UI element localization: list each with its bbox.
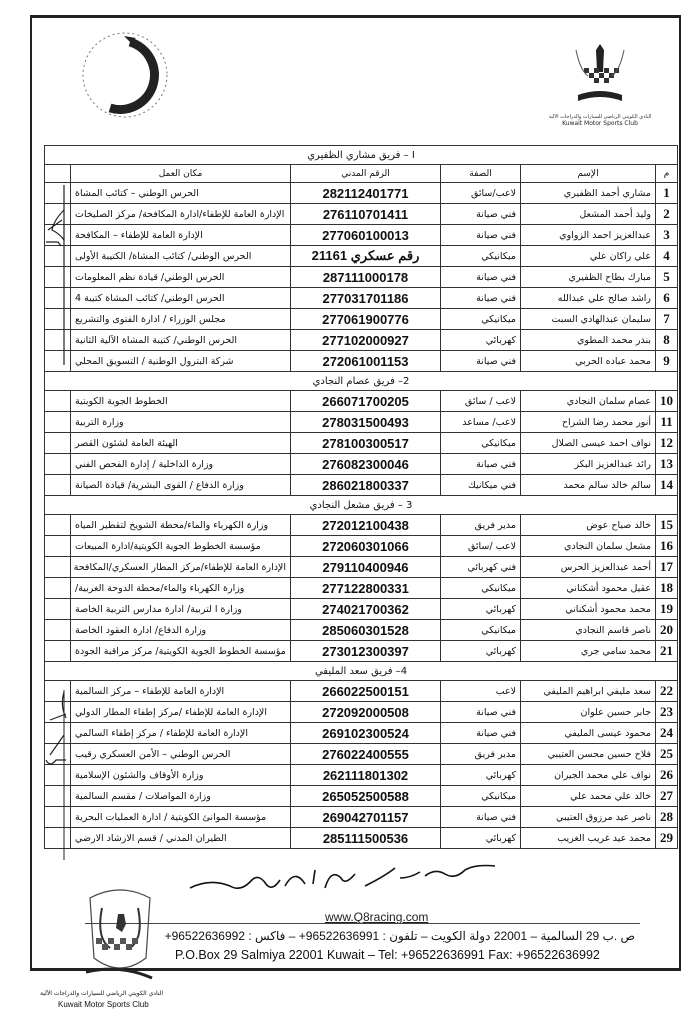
row-number: 15 xyxy=(656,515,678,536)
member-role: فني صيانة xyxy=(441,454,521,475)
team-title: 4– فريق سعد المليفي xyxy=(45,662,678,681)
member-name: أحمد عبدالعزيز الحرس xyxy=(521,557,656,578)
member-role: لاعب/ مساعد xyxy=(441,412,521,433)
workplace: شركة البترول الوطنية / التسويق المحلي xyxy=(71,351,291,372)
team-title: 3 – فريق مشعل النجادي xyxy=(45,496,678,515)
civil-id: رقم عسكري 21161 xyxy=(291,246,441,267)
table-row xyxy=(45,204,678,225)
member-role: ميكانيكي xyxy=(441,433,521,454)
team-members-table xyxy=(44,145,678,849)
row-number: 3 xyxy=(656,225,678,246)
workplace: مؤسسة الخطوط الجوية الكويتية/ادارة المبيعات xyxy=(71,536,291,557)
team-header-row xyxy=(45,146,678,165)
member-role: كهربائي xyxy=(441,828,521,849)
member-name: محمود عيسى المليفي xyxy=(521,723,656,744)
table-row xyxy=(45,288,678,309)
row-number: 27 xyxy=(656,786,678,807)
table-row xyxy=(45,620,678,641)
table-row xyxy=(45,723,678,744)
workplace: وزارة الدفاع/ ادارة العقود الخاصة xyxy=(71,620,291,641)
handwritten-margin-marks xyxy=(44,180,72,860)
workplace: الطيران المدني / قسم الارشاد الارضي xyxy=(71,828,291,849)
member-role: ميكانيكي xyxy=(441,786,521,807)
civil-id: 266071700205 xyxy=(291,391,441,412)
civil-id: 272061001153 xyxy=(291,351,441,372)
member-role: كهربائي xyxy=(441,765,521,786)
member-role: كهربائي xyxy=(441,641,521,662)
member-name: راشد صالح علي عبدالله xyxy=(521,288,656,309)
member-role: فني صيانة xyxy=(441,225,521,246)
member-role: مدير فريق xyxy=(441,744,521,765)
workplace: مجلس الوزراء / ادارة الفتوى والتشريع xyxy=(71,309,291,330)
member-name: أنور محمد رضا الشراح xyxy=(521,412,656,433)
member-name: بندر محمد المطوي xyxy=(521,330,656,351)
row-number: 11 xyxy=(656,412,678,433)
row-number: 25 xyxy=(656,744,678,765)
workplace: مؤسسة الموانئ الكويتية / ادارة العمليات البحرية xyxy=(71,807,291,828)
table-row xyxy=(45,330,678,351)
workplace: الحرس الوطني/ كتيبة المشاة الآلية الثانية xyxy=(71,330,291,351)
member-name: سعد مليفي ابراهيم المليفي xyxy=(521,681,656,702)
member-name: ناصر عيد مرزوق العتيبي xyxy=(521,807,656,828)
member-name: علي راكان علي xyxy=(521,246,656,267)
row-number: 19 xyxy=(656,599,678,620)
workplace: الإدارة العامة للإطفاء /مركز إطفاء المطار الدولي xyxy=(71,702,291,723)
address-arabic: ص .ب 29 السالمية – 22001 دولة الكويت – تلفون : 96522636991+ – فاكس : 96522636992+ xyxy=(164,929,635,943)
civil-id: 277060100013 xyxy=(291,225,441,246)
logo-caption-english: Kuwait Motor Sports Club xyxy=(562,120,638,127)
table-row xyxy=(45,641,678,662)
workplace: وزارة الكهرباء والماء/محطة الدوحة الغربية/ xyxy=(71,578,291,599)
member-name: وليد أحمد المشعل xyxy=(521,204,656,225)
member-role: لاعب /سائق xyxy=(441,536,521,557)
member-name: سليمان عبدالهادي السبت xyxy=(521,309,656,330)
table-row xyxy=(45,309,678,330)
member-name: جابر حسين علوان xyxy=(521,702,656,723)
column-header-num: م xyxy=(656,165,678,183)
table-row xyxy=(45,786,678,807)
workplace: الحرس الوطني/ كتائب المشاة كتيبة 4 xyxy=(71,288,291,309)
table-row xyxy=(45,433,678,454)
row-number: 5 xyxy=(656,267,678,288)
row-number: 9 xyxy=(656,351,678,372)
column-header-work: مكان العمل xyxy=(71,165,291,183)
workplace: مؤسسة الخطوط الجوية الكويتية/ مركز مراقبة الجودة xyxy=(71,641,291,662)
column-header-name: الإسم xyxy=(521,165,656,183)
table-row xyxy=(45,536,678,557)
logo-caption-arabic: النادي الكويتي الرياضي للسيارات والدراجات الآلية xyxy=(548,114,652,120)
row-number: 13 xyxy=(656,454,678,475)
civil-id: 277122800331 xyxy=(291,578,441,599)
member-role: فني صيانة xyxy=(441,204,521,225)
kmsc-crest-logo xyxy=(80,888,160,988)
member-role: مدير فريق xyxy=(441,515,521,536)
row-number: 26 xyxy=(656,765,678,786)
member-name: محمد محمود أشكناني xyxy=(521,599,656,620)
row-number: 17 xyxy=(656,557,678,578)
row-number: 21 xyxy=(656,641,678,662)
column-header-civil-id: الرقم المدني xyxy=(291,165,441,183)
workplace: الإدارة العامة للإطفاء/ادارة المكافحة/ مركز الصليخات xyxy=(71,204,291,225)
table-row xyxy=(45,681,678,702)
table-row xyxy=(45,475,678,496)
civil-id: 279110400946 xyxy=(291,557,441,578)
workplace: الحرس الوطني – الأمن العسكري رقيب xyxy=(71,744,291,765)
row-number: 1 xyxy=(656,183,678,204)
row-number: 20 xyxy=(656,620,678,641)
member-role: ميكانيكي xyxy=(441,309,521,330)
table-row xyxy=(45,225,678,246)
civil-id: 277031701186 xyxy=(291,288,441,309)
civil-id: 286021800337 xyxy=(291,475,441,496)
member-name: رائد عبدالعزيز البكر xyxy=(521,454,656,475)
team-title: 2– فريق عصام النجادي xyxy=(45,372,678,391)
member-role: فني صيانة xyxy=(441,807,521,828)
crest-caption-english: Kuwait Motor Sports Club xyxy=(58,1000,149,1009)
row-number: 23 xyxy=(656,702,678,723)
table-row xyxy=(45,557,678,578)
civil-id: 276110701411 xyxy=(291,204,441,225)
table-row xyxy=(45,744,678,765)
workplace: الحرس الوطني/ قيادة نظم المعلومات xyxy=(71,267,291,288)
row-number: 28 xyxy=(656,807,678,828)
member-name: محمد عيد غريب الغريب xyxy=(521,828,656,849)
table-row xyxy=(45,412,678,433)
member-role: ميكانيكي xyxy=(441,578,521,599)
workplace: الحرس الوطني – كتائب المشاة xyxy=(71,183,291,204)
member-role: لاعب xyxy=(441,681,521,702)
website-url[interactable]: www.Q8racing.com xyxy=(325,910,429,924)
table-row xyxy=(45,702,678,723)
member-role: فني صيانة xyxy=(441,351,521,372)
civil-id: 285060301528 xyxy=(291,620,441,641)
member-role: فني صيانة xyxy=(441,723,521,744)
member-role: ميكانيكي xyxy=(441,246,521,267)
table-row xyxy=(45,246,678,267)
column-header-role: الصفة xyxy=(441,165,521,183)
member-role: فني صيانة xyxy=(441,288,521,309)
table-row xyxy=(45,599,678,620)
team-header-row xyxy=(45,496,678,515)
civil-id: 266022500151 xyxy=(291,681,441,702)
workplace: وزارة التربية xyxy=(71,412,291,433)
row-number: 24 xyxy=(656,723,678,744)
member-role: لاعب / سائق xyxy=(441,391,521,412)
commemorative-seal-logo xyxy=(70,20,180,130)
member-role: ميكانيكي xyxy=(441,620,521,641)
row-number: 12 xyxy=(656,433,678,454)
member-role: فني ميكانيك xyxy=(441,475,521,496)
workplace: وزارة ا لتربية/ ادارة مدارس التربية الخاصة xyxy=(71,599,291,620)
member-name: عصام سلمان النجادي xyxy=(521,391,656,412)
workplace: الإدارة العامة للإطفاء/مركز المطار العسكري/المكافحة xyxy=(71,557,291,578)
table-row xyxy=(45,267,678,288)
address-english: P.O.Box 29 Salmiya 22001 Kuwait – Tel: +96522636991 Fax: +96522636992 xyxy=(175,948,600,962)
table-row xyxy=(45,515,678,536)
member-name: نواف علي محمد الجيران xyxy=(521,765,656,786)
workplace: الإدارة العامة للإطفاء – مركز السالمية xyxy=(71,681,291,702)
falcon-checkered-flag-icon xyxy=(570,40,630,110)
table-row xyxy=(45,391,678,412)
member-name: عبدالعزيز احمد الزواوي xyxy=(521,225,656,246)
row-number: 29 xyxy=(656,828,678,849)
civil-id: 278100300517 xyxy=(291,433,441,454)
team-header-row xyxy=(45,372,678,391)
table-row xyxy=(45,765,678,786)
member-name: محمد عباده الحربي xyxy=(521,351,656,372)
member-name: سالم خالد سالم محمد xyxy=(521,475,656,496)
table-row xyxy=(45,351,678,372)
row-number: 4 xyxy=(656,246,678,267)
table-row xyxy=(45,578,678,599)
civil-id: 282112401771 xyxy=(291,183,441,204)
workplace: الإدارة العامة للإطفاء – المكافحة xyxy=(71,225,291,246)
workplace: الإدارة العامة للإطفاء / مركز إطفاء السالمي xyxy=(71,723,291,744)
row-number: 8 xyxy=(656,330,678,351)
workplace: وزارة المواصلات / مقسم السالمية xyxy=(71,786,291,807)
footer-divider xyxy=(85,923,640,924)
civil-id: 287111000178 xyxy=(291,267,441,288)
member-role: فني صيانة xyxy=(441,267,521,288)
member-name: خالد صباح عوض xyxy=(521,515,656,536)
member-name: ناصر قاسم النجادي xyxy=(521,620,656,641)
civil-id: 269102300524 xyxy=(291,723,441,744)
row-number: 18 xyxy=(656,578,678,599)
member-name: فلاح حسين محسن العتيبي xyxy=(521,744,656,765)
civil-id: 269042701157 xyxy=(291,807,441,828)
workplace: الحرس الوطني/ كتائب المشاة/ الكتيبة الأولى xyxy=(71,246,291,267)
member-role: لاعب/سائق xyxy=(441,183,521,204)
civil-id: 285111500536 xyxy=(291,828,441,849)
team-title: I – فريق مشاري الظفيري xyxy=(45,146,678,165)
member-name: خالد علي محمد علي xyxy=(521,786,656,807)
column-header-row xyxy=(45,165,678,183)
table-row xyxy=(45,454,678,475)
workplace: الخطوط الجوية الكويتية xyxy=(71,391,291,412)
row-number: 2 xyxy=(656,204,678,225)
civil-id: 273012300397 xyxy=(291,641,441,662)
workplace: وزارة الداخلية / إدارة الفحص الفني xyxy=(71,454,291,475)
member-name: مشعل سلمان النجادي xyxy=(521,536,656,557)
member-role: فني كهربائي xyxy=(441,557,521,578)
row-number: 7 xyxy=(656,309,678,330)
team-header-row xyxy=(45,662,678,681)
kmsc-logo xyxy=(540,40,660,135)
row-number: 22 xyxy=(656,681,678,702)
civil-id: 278031500493 xyxy=(291,412,441,433)
table-row xyxy=(45,828,678,849)
civil-id: 276022400555 xyxy=(291,744,441,765)
civil-id: 262111801302 xyxy=(291,765,441,786)
member-name: عقيل محمود أشكناني xyxy=(521,578,656,599)
member-role: فني صيانة xyxy=(441,702,521,723)
table-row xyxy=(45,807,678,828)
civil-id: 276082300046 xyxy=(291,454,441,475)
civil-id: 274021700362 xyxy=(291,599,441,620)
civil-id: 277061900776 xyxy=(291,309,441,330)
member-role: كهربائي xyxy=(441,599,521,620)
workplace: الهيئة العامة لشئون القصر xyxy=(71,433,291,454)
civil-id: 272060301066 xyxy=(291,536,441,557)
member-name: مشاري أحمد الظفيري xyxy=(521,183,656,204)
civil-id: 272092000508 xyxy=(291,702,441,723)
row-number: 6 xyxy=(656,288,678,309)
handwritten-signature xyxy=(185,858,515,898)
row-number: 14 xyxy=(656,475,678,496)
workplace: وزارة الدفاع / القوى البشرية/ قيادة الصيانة xyxy=(71,475,291,496)
row-number: 16 xyxy=(656,536,678,557)
workplace: وزارة الكهرباء والماء/محطة الشويخ لتقطير المياه xyxy=(71,515,291,536)
civil-id: 265052500588 xyxy=(291,786,441,807)
row-number: 10 xyxy=(656,391,678,412)
workplace: وزارة الأوقاف والشئون الإسلامية xyxy=(71,765,291,786)
member-role: كهربائي xyxy=(441,330,521,351)
civil-id: 272012100438 xyxy=(291,515,441,536)
member-name: مبارك بطاح الظفيري xyxy=(521,267,656,288)
table-row xyxy=(45,183,678,204)
civil-id: 277102000927 xyxy=(291,330,441,351)
member-name: نواف احمد عيسى الصلال xyxy=(521,433,656,454)
crest-caption-arabic: النادي الكويتي الرياضي للسيارات والدراجات الآلية xyxy=(40,990,164,997)
member-name: محمد سامي جري xyxy=(521,641,656,662)
